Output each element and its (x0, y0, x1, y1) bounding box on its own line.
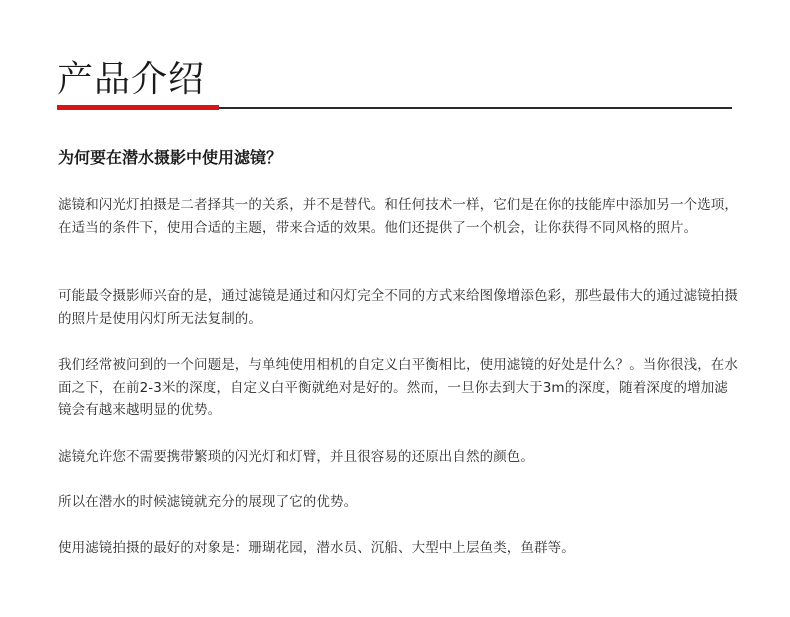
paragraph-best-subjects: 使用滤镜拍摄的最好的对象是：珊瑚花园，潜水员、沉船、大型中上层鱼类，鱼群等。 (58, 540, 575, 556)
paragraph-white-balance: 我们经常被问到的一个问题是，与单纯使用相机的自定义白平衡相比，使用滤镜的好处是什么？。当你很浅，在水面之下，在前2-3米的深度，自定义白平衡就绝对是好的。然而，一旦你去到大于3m的深度，随着深度的增加滤镜会有越来越明显的优势。 (58, 357, 738, 418)
section-header (57, 58, 732, 114)
article-question-heading: 为何要在潜水摄影中使用滤镜？ (58, 148, 283, 167)
paragraph-advantage: 所以在潜水的时候滤镜就充分的展现了它的优势。 (58, 494, 358, 510)
header-accent-bar (57, 105, 219, 110)
paragraph-no-strobes: 滤镜允许您不需要携带繁琐的闪光灯和灯臂，并且很容易的还原出自然的颜色。 (58, 449, 534, 465)
paragraph-filter-vs-flash: 滤镜和闪光灯拍摄是二者择其一的关系，并不是替代。和任何技术一样，它们是在你的技能库中添加另一个选项，在适当的条件下，使用合适的主题，带来合适的效果。他们还提供了一个机会，让你获得不同风格的照片。 (58, 197, 738, 236)
paragraph-color-method: 可能最令摄影师兴奋的是，通过滤镜是通过和闪灯完全不同的方式来给图像增添色彩，那些最伟大的通过滤镜拍摄的照片是使用闪灯所无法复制的。 (58, 288, 738, 327)
section-title: 产品介绍 (57, 59, 206, 100)
